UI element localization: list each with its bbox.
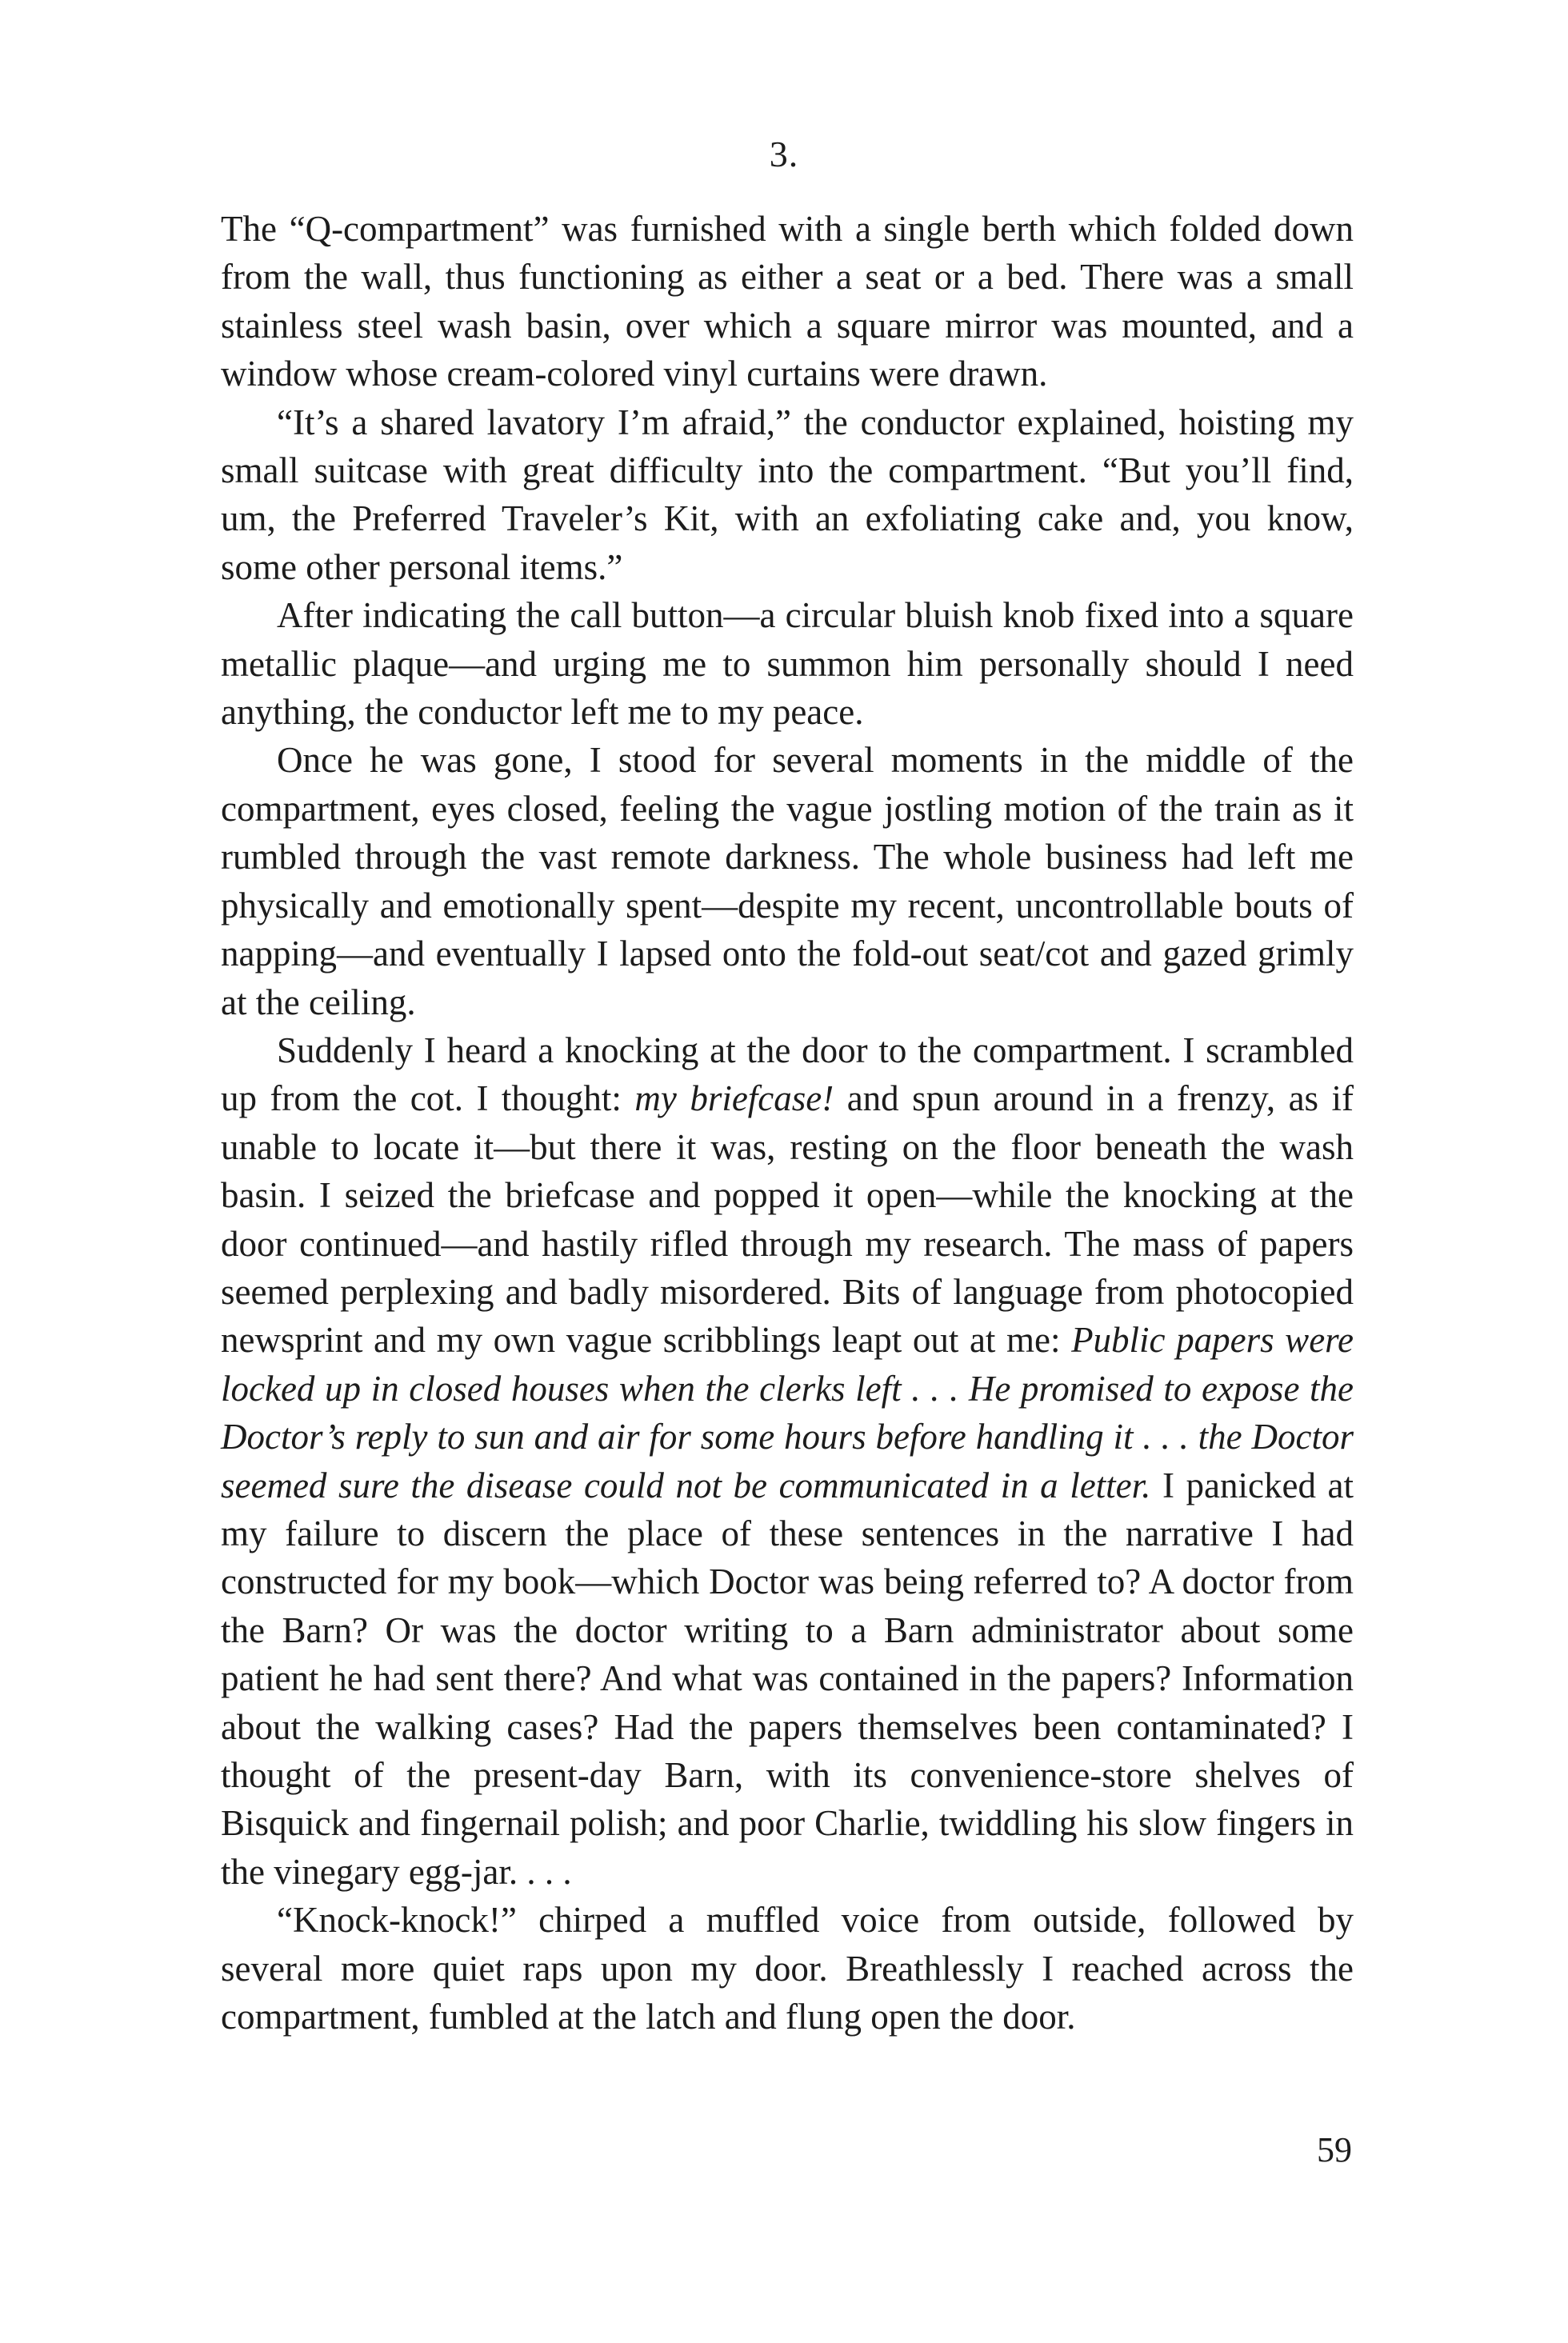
- chapter-number: 3.: [769, 134, 799, 174]
- italic-quotation: Public papers were locked up in closed houses when the clerks left . . . He promised to expose the Doctor’s reply to sun and air for some hours before handling it . . . the Doctor seemed sure the disease could not be communicated in a letter.: [221, 1320, 1354, 1505]
- paragraph: [221, 591, 1354, 736]
- paragraph: [221, 736, 1354, 1026]
- paragraph-text: Suddenly I heard a knocking at the door to the compartment. I scrambled up from the cot. I thought:: [221, 1030, 1354, 1119]
- italic-text: my briefcase!: [634, 1078, 834, 1119]
- body-text: [221, 205, 1354, 2041]
- paragraph-text: After indicating the call button—a circular bluish knob fixed into a square metallic plaque—and urging me to summon him personally should I need anything, the conductor left me to my peace.: [221, 595, 1354, 733]
- paragraph: [221, 398, 1354, 592]
- paragraph-text: and spun around in a frenzy, as if unable to locate it—but there it was, resting on the floor beneath the wash basin. I seized the briefcase and popped it open—while the knocking at the door continued—and hastily rifled through my research. The mass of papers seemed perplexing and badly misordered. Bits of language from photocopied newsprint and my own vague scribblings leapt out at me:: [221, 1078, 1354, 1361]
- paragraph-text: “It’s a shared lavatory I’m afraid,” the conductor explained, hoisting my small suitcase with great difficulty into the compartment. “But you’ll find, um, the Preferred Traveler’s Kit, with an exfoliating cake and, you know, some other personal items.”: [221, 402, 1354, 587]
- page-number: 59: [1317, 2130, 1352, 2169]
- paragraph: [221, 1026, 1354, 1896]
- paragraph-text: The “Q-compartment” was furnished with a single berth which folded down from the wall, thus functioning as either a seat or a bed. There was a small stainless steel wash basin, over which a square mirror was mounted, and a window whose cream-colored vinyl curtains were drawn.: [221, 209, 1354, 394]
- paragraph: [221, 1896, 1354, 2041]
- paragraph-text: I panicked at my failure to discern the place of these sentences in the narrative I had constructed for my book—which Doctor was being referred to? A doctor from the Barn? Or was the doctor writing to a Barn administrator about some patient he had sent there? And what was contained in the papers? Information about the walking cases? Had the papers themselves been contaminated? I thought of the present-day Barn, with its convenience-store shelves of Bisquick and fingernail polish; and poor Charlie, twiddling his slow fingers in the vinegary egg-jar. . . .: [221, 1465, 1354, 1892]
- paragraph-text: Once he was gone, I stood for several moments in the middle of the compartment, eyes closed, feeling the vague jostling motion of the train as it rumbled through the vast remote darkness. The whole business had left me physically and emotionally spent—despite my recent, uncontrollable bouts of napping—and eventually I lapsed onto the fold-out seat/cot and gazed grimly at the ceiling.: [221, 740, 1354, 1022]
- paragraph: [221, 205, 1354, 398]
- paragraph-text: “Knock-knock!” chirped a muffled voice from outside, followed by several more quiet raps upon my door. Breathlessly I reached across the compartment, fumbled at the latch and flung open the door.: [221, 1900, 1354, 2037]
